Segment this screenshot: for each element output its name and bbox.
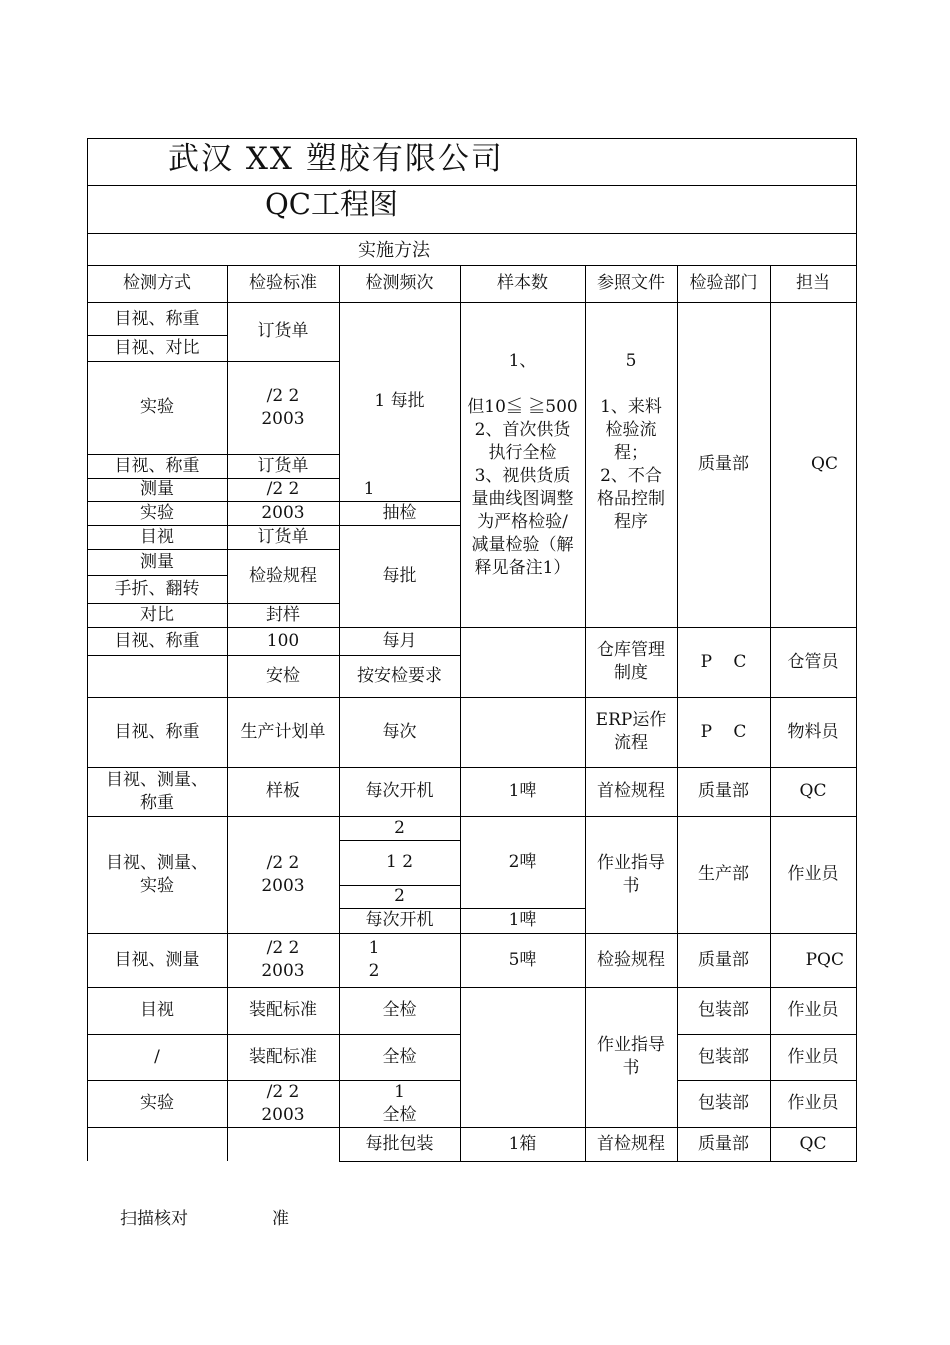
method-cell: 目视、对比	[114, 337, 200, 358]
method-cell: 测量	[140, 551, 174, 572]
standard-cell: 样板	[266, 781, 300, 801]
standard-cell: 2003	[261, 502, 305, 523]
method-cell: 目视	[140, 1000, 174, 1020]
samples-cell: 2啤	[508, 851, 537, 872]
frequency-cell: 每月	[382, 630, 417, 651]
owner-cell: 作业员	[787, 1093, 839, 1113]
standard-cell: /2 2 2003	[261, 852, 305, 896]
department-cell: P C	[700, 651, 747, 672]
header-standard: 检验标准	[249, 273, 317, 293]
department-cell: 质量部	[698, 1133, 749, 1154]
standard-cell: 装配标准	[249, 1000, 317, 1020]
frequency-cell: 每次开机	[365, 910, 434, 930]
approve-label: 准	[272, 1209, 289, 1229]
frequency-cell: 每批	[382, 565, 417, 586]
frequency-cell: 1 每批	[374, 390, 425, 411]
frequency-cell: 每次开机	[365, 781, 434, 801]
reference-cell: ERP运作 流程	[595, 710, 667, 753]
standard-cell: 安检	[266, 665, 300, 686]
standard-cell: 订货单	[257, 455, 309, 476]
standard-cell: /2 2 2003	[261, 1081, 305, 1125]
standard-cell: 封样	[266, 604, 300, 625]
header-method: 检测方式	[123, 273, 191, 293]
samples-cell: 5啤	[508, 949, 537, 970]
owner-cell: 作业员	[787, 1000, 839, 1020]
header-owner: 担当	[796, 273, 830, 293]
header-samples: 样本数	[497, 273, 548, 293]
department-cell: 包装部	[698, 1046, 749, 1067]
department-cell: 质量部	[698, 781, 749, 801]
header-department: 检验部门	[689, 273, 758, 293]
frequency-cell: 2	[394, 886, 405, 906]
samples-cell: 1箱	[508, 1133, 537, 1154]
frequency-cell: 全检	[382, 1046, 417, 1067]
department-cell: 质量部	[698, 949, 749, 970]
frequency-cell: 1 2	[368, 938, 380, 981]
method-cell: 目视、称重	[114, 455, 200, 476]
scan-check-label: 扫描核对	[120, 1209, 188, 1229]
method-cell: 目视、称重	[114, 630, 200, 651]
method-cell: 目视、测量、 实验	[106, 852, 208, 896]
standard-cell: 100	[266, 630, 300, 651]
method-cell: 目视、测量、 称重	[106, 769, 208, 813]
owner-cell: QC	[799, 781, 827, 801]
owner-cell: 作业员	[787, 864, 839, 884]
standard-cell: /2 2 2003	[261, 938, 305, 981]
reference-cell: 作业指导 书	[597, 852, 665, 896]
section-label: 实施方法	[358, 240, 430, 261]
document-title: QC工程图	[265, 187, 398, 221]
frequency-cell: 1	[363, 479, 375, 499]
standard-cell: /2 2	[266, 479, 300, 499]
reference-cell: 5 1、来料 检验流 程； 2、不合 格品控制 程序	[597, 351, 665, 532]
samples-cell: 1、 但10≦ ≧500 2、首次供货 执行全检 3、视供货质 量曲线图调整 为严格检验/ 减量检验（解 释见备注1）	[467, 351, 578, 578]
frequency-cell: 2	[394, 817, 405, 838]
reference-cell: 仓库管理 制度	[597, 640, 665, 683]
owner-cell: PQC	[805, 949, 844, 970]
header-frequency: 检测频次	[365, 273, 434, 293]
method-cell: 目视、称重	[114, 308, 200, 329]
method-cell: 目视	[140, 526, 174, 547]
reference-cell: 检验规程	[597, 949, 665, 970]
reference-cell: 首检规程	[597, 781, 665, 801]
method-cell: 实验	[140, 502, 174, 523]
standard-cell: 装配标准	[249, 1046, 317, 1067]
standard-cell: 订货单	[257, 321, 309, 341]
owner-cell: QC	[799, 1133, 827, 1154]
frequency-cell: 每批包装	[365, 1133, 434, 1154]
header-reference: 参照文件	[597, 273, 665, 293]
owner-cell: 仓管员	[787, 651, 839, 672]
reference-cell: 作业指导 书	[597, 1035, 665, 1078]
department-cell: 包装部	[698, 1000, 749, 1020]
method-cell: 实验	[140, 397, 174, 417]
company-title: 武汉 XX 塑胶有限公司	[168, 141, 504, 177]
reference-cell: 首检规程	[597, 1133, 665, 1154]
standard-cell: 生产计划单	[240, 721, 326, 742]
method-cell: 目视、测量	[114, 949, 200, 970]
samples-cell: 1啤	[508, 910, 537, 930]
method-cell	[87, 655, 227, 697]
department-cell: 生产部	[698, 864, 749, 884]
standard-cell: /2 2 2003	[261, 385, 305, 429]
samples-cell: 1啤	[508, 781, 537, 801]
method-cell: 目视、称重	[114, 721, 200, 742]
frequency-cell: 全检	[382, 1000, 417, 1020]
frequency-cell: 每次	[382, 721, 417, 742]
frequency-cell: 抽检	[382, 502, 417, 523]
frequency-cell: 按安检要求	[357, 665, 442, 686]
frequency-cell: 1 2	[385, 852, 414, 872]
standard-cell: 订货单	[257, 526, 309, 547]
method-cell: /	[154, 1046, 160, 1067]
department-cell: P C	[700, 721, 747, 742]
owner-cell: QC	[811, 454, 838, 474]
department-cell: 质量部	[698, 454, 749, 474]
frequency-cell: 1 全检	[382, 1081, 417, 1125]
owner-cell: 物料员	[787, 721, 839, 742]
department-cell: 包装部	[698, 1093, 749, 1113]
method-cell: 测量	[140, 479, 174, 499]
method-cell: 手折、翻转	[114, 578, 200, 599]
method-cell: 实验	[140, 1093, 174, 1113]
method-cell: 对比	[140, 604, 174, 625]
standard-cell: 检验规程	[249, 565, 317, 586]
owner-cell: 作业员	[787, 1046, 839, 1067]
